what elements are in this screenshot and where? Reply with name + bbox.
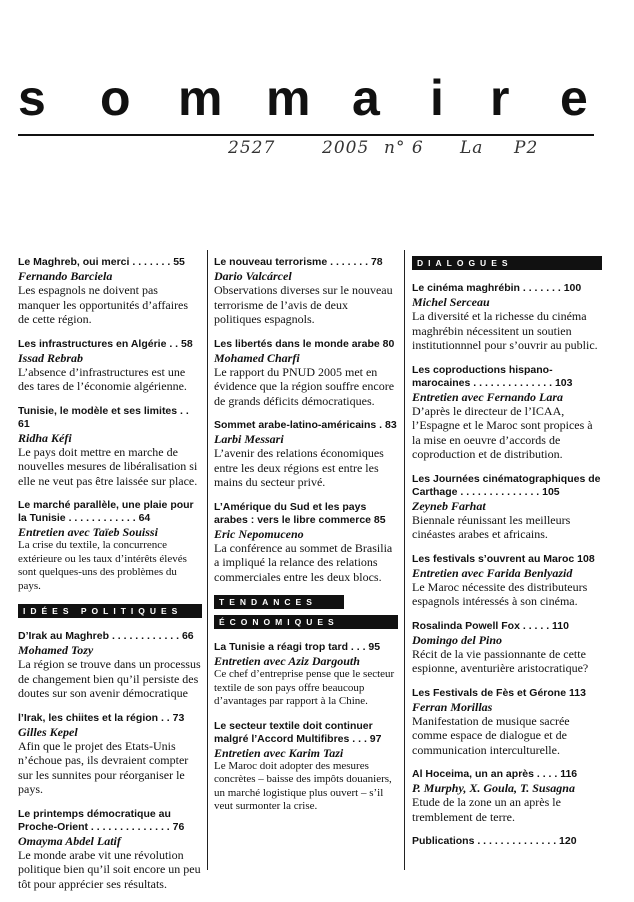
- page-title: [0, 68, 634, 128]
- entry-description: La crise du textile, la concurrence extérieure ou les taux d’intérêts élevés sont quelques-uns des problèmes du pays.: [18, 539, 187, 592]
- entry-author: Larbi Messari: [214, 432, 284, 446]
- entry-author: Michel Serceau: [412, 295, 490, 309]
- entry-description: La région se trouve dans un processus de changement bien qu’il persiste des doutes sur son avenir démocratique: [18, 657, 201, 700]
- section-band: DIALOGUES: [412, 256, 602, 270]
- toc-entry[interactable]: [214, 338, 398, 409]
- entry-author: Dario Valcárcel: [214, 269, 292, 283]
- section-band: IDÉES POLITIQUES: [18, 604, 202, 618]
- entry-author: Omayma Abdel Latif: [18, 833, 121, 848]
- entry-author: Zeyneb Farhat: [412, 498, 486, 513]
- section-band: TENDANCES: [214, 595, 344, 609]
- toc-entry[interactable]: [412, 364, 602, 462]
- entry-description: Ce chef d’entreprise pense que le secteur textile de son pays offre beaucoup d’avantages par rapport à la Chine.: [214, 668, 395, 707]
- entry-description: Le Maroc nécessite des distributeurs espagnols intéressés à son cinéma.: [412, 579, 588, 608]
- entry-author: Entretien avec Aziz Dargouth: [214, 654, 360, 668]
- entry-description: Le monde arabe vit une révolution politique bien qu’il soit encore un peu tôt pour apprécier ses résultats.: [18, 847, 201, 891]
- entry-description: Observations diverses sur le nouveau terrorisme de l’avis de deux politiques espagnols.: [214, 283, 393, 326]
- entry-description: Le Maroc doit adopter des mesures concrètes – baisse des impôts douaniers, un marché logistique plus ouvert – s’il veut surmonter la crise.: [214, 759, 392, 812]
- entry-heading: La Tunisie a réagi trop tard . . . 95: [214, 641, 381, 653]
- title-letter: m: [178, 70, 223, 126]
- entry-heading: Rosalinda Powell Fox . . . . . 110: [412, 619, 569, 632]
- toc-entry[interactable]: [214, 256, 398, 327]
- entry-author: Mohamed Tozy: [18, 643, 94, 657]
- entry-description: Le pays doit mettre en marche de nouvelles mesures de libéralisation si elle ne veut pas être laissée sur place.: [18, 444, 198, 488]
- toc-entry[interactable]: [214, 720, 398, 814]
- entry-heading: Le nouveau terrorisme . . . . . . . 78: [214, 256, 383, 268]
- entry-heading: Tunisie, le modèle et ses limites . . 61: [18, 404, 189, 430]
- toc-entry[interactable]: [214, 641, 398, 709]
- entry-description: Récit de la vie passionnante de cette espionne, aventurière aristocratique?: [412, 646, 589, 675]
- entry-heading: L’Amérique du Sud et les pays arabes : vers le libre commerce 85: [214, 500, 386, 526]
- toc-entry[interactable]: [18, 256, 202, 327]
- toc-entry[interactable]: [412, 620, 602, 676]
- entry-description: Les espagnols ne doivent pas manquer les opportunités d’affaires de cette région.: [18, 283, 189, 326]
- handwritten-note: La: [460, 138, 484, 158]
- entry-heading: Le marché parallèle, une plaie pour la Tunisie . . . . . . . . . . . . 64: [18, 499, 194, 524]
- entry-description: Etude de la zone un an après le tremblement de terre.: [412, 795, 561, 824]
- entry-description: L’avenir des relations économiques entre les deux régions est entre les mains du secteur privé.: [214, 446, 384, 489]
- entry-author: Entretien avec Karim Tazi: [214, 745, 344, 760]
- entry-heading: Les libertés dans le monde arabe 80: [214, 337, 395, 350]
- toc-entry[interactable]: [18, 712, 202, 797]
- toc-entry[interactable]: [412, 687, 602, 758]
- handwritten-note: 2527: [228, 138, 276, 158]
- entry-heading: l’Irak, les chiites et la région . . 73: [18, 711, 185, 724]
- title-letter: a: [352, 70, 380, 126]
- title-letter: e: [560, 70, 588, 126]
- entry-description: Le rapport du PNUD 2005 met en évidence que la région souffre encore de grands déficits démocratiques.: [214, 364, 395, 408]
- column-divider: [207, 250, 208, 870]
- toc-entry[interactable]: [18, 338, 202, 394]
- toc-entry[interactable]: [214, 419, 398, 490]
- handwritten-note: P2: [514, 138, 539, 158]
- entry-description: Biennale réunissant les meilleurs cinéastes arabes et africains.: [412, 512, 571, 541]
- entry-heading: Publications . . . . . . . . . . . . . . 120: [412, 835, 577, 847]
- entry-author: Entretien avec Farida Benlyazid: [412, 565, 573, 580]
- entry-author: Ridha Kéfi: [18, 430, 72, 445]
- entry-heading: Le Maghreb, oui merci . . . . . . . 55: [18, 256, 185, 268]
- section-band: ÉCONOMIQUES: [214, 615, 398, 629]
- entry-heading: Sommet arabe-latino-américains . 83: [214, 419, 397, 431]
- entry-author: Issad Rebrab: [18, 350, 84, 365]
- entry-description: L’absence d’infrastructures est une des tares de l’économie algérienne.: [18, 364, 187, 393]
- toc-entry[interactable]: [412, 282, 602, 353]
- toc-column-3: [412, 256, 602, 859]
- entry-author: Domingo del Pino: [412, 632, 503, 647]
- toc-entry[interactable]: [412, 553, 602, 609]
- entry-heading: Le secteur textile doit continuer malgré l’Accord Multifibres . . . 97: [214, 719, 382, 745]
- title-letter: s: [18, 70, 46, 126]
- title-letter: r: [490, 70, 510, 126]
- handwritten-note: 2005: [322, 138, 370, 158]
- entry-author: Eric Nepomuceno: [214, 526, 304, 541]
- entry-heading: Les infrastructures en Algérie . . 58: [18, 337, 193, 350]
- entry-description: D’après le directeur de l’ICAA, l’Espagne et le Maroc sont propices à la mise en oeuvre d’accords de coproduction et de distribution.: [412, 403, 593, 461]
- toc-column-2: [214, 256, 398, 825]
- entry-author: Ferran Morillas: [412, 699, 493, 714]
- entry-heading: Les Journées cinématographiques de Carthage . . . . . . . . . . . . . . 105: [412, 472, 601, 498]
- entry-heading: Le printemps démocratique au Proche-Orient . . . . . . . . . . . . . . 76: [18, 807, 185, 833]
- entry-author: P. Murphy, X. Goula, T. Susagna: [412, 781, 575, 795]
- toc-column-1: [18, 256, 202, 902]
- entry-description: Afin que le projet des Etats-Unis n’échoue pas, ils devraient compter sur les sunnites pour réorganiser le pays.: [18, 738, 189, 796]
- entry-heading: D’Irak au Maghreb . . . . . . . . . . . . 66: [18, 630, 194, 642]
- title-letter: o: [100, 70, 131, 126]
- entry-heading: Le cinéma maghrébin . . . . . . . 100: [412, 282, 582, 294]
- toc-entry[interactable]: [18, 499, 202, 593]
- toc-entry[interactable]: [18, 630, 202, 701]
- entry-author: Entretien avec Fernando Lara: [412, 389, 564, 404]
- title-letter: m: [266, 70, 311, 126]
- toc-entry[interactable]: [412, 473, 602, 542]
- entry-description: La conférence au sommet de Brasilia a impliqué la relance des relations commerciales entre les deux blocs.: [214, 540, 393, 584]
- entry-description: La diversité et la richesse du cinéma maghrébin nécessitent un soutien institutionnnel pour s’ouvrir au public.: [412, 309, 598, 352]
- entry-author: Fernando Barciela: [18, 269, 113, 283]
- entry-heading: Les coproductions hispano-marocaines . . . . . . . . . . . . . . 103: [412, 363, 573, 389]
- entry-heading: Al Hoceima, un an après . . . . 116: [412, 768, 578, 780]
- column-divider: [404, 250, 405, 870]
- entry-author: Entretien avec Taïeb Souissi: [18, 525, 158, 539]
- toc-entry[interactable]: [18, 808, 202, 892]
- handwritten-note: n° 6: [384, 138, 424, 158]
- toc-entry[interactable]: [412, 835, 602, 848]
- toc-entry[interactable]: [214, 501, 398, 585]
- entry-description: Manifestation de musique sacrée comme espace de dialogue et de communication interculturelle.: [412, 713, 570, 757]
- title-rule: [18, 134, 594, 136]
- title-letter: i: [430, 70, 444, 126]
- entry-heading: Les Festivals de Fès et Gérone 113: [412, 686, 586, 699]
- entry-author: Gilles Kepel: [18, 724, 78, 739]
- entry-author: Mohamed Charfi: [214, 350, 300, 365]
- toc-entry[interactable]: [412, 768, 602, 824]
- entry-heading: Les festivals s’ouvrent au Maroc 108: [412, 552, 595, 565]
- toc-entry[interactable]: [18, 405, 202, 489]
